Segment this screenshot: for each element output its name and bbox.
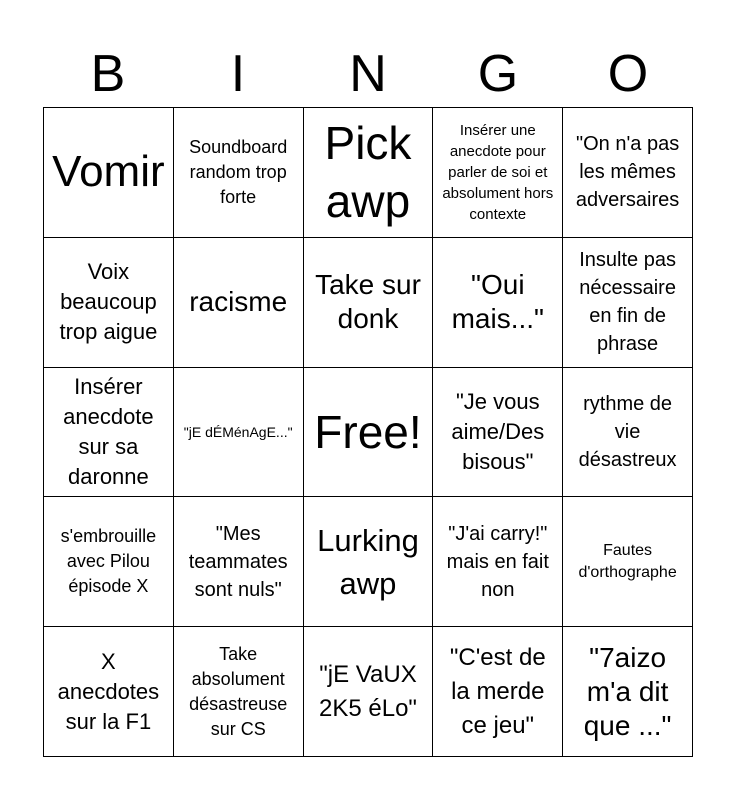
bingo-cell[interactable] xyxy=(44,368,174,498)
bingo-cell[interactable] xyxy=(433,108,563,238)
bingo-cell[interactable] xyxy=(174,497,304,627)
bingo-cell[interactable] xyxy=(563,108,693,238)
bingo-cell[interactable] xyxy=(44,497,174,627)
bingo-cell[interactable] xyxy=(433,627,563,757)
bingo-cell-text: Take absolument désastreuse sur CS xyxy=(189,643,288,739)
bingo-cell-text: "C'est de la merde ce jeu" xyxy=(449,643,546,739)
bingo-cell-text: Pick awp xyxy=(324,117,412,228)
header-letter-g: G xyxy=(477,45,519,103)
bingo-cell[interactable] xyxy=(304,108,434,238)
bingo-cell-text: racisme xyxy=(189,286,288,318)
bingo-cell-text: Vomir xyxy=(52,147,165,197)
bingo-cell[interactable] xyxy=(433,497,563,627)
bingo-cell-text: "J'ai carry!" mais en fait non xyxy=(446,522,549,601)
header-letter-n: N xyxy=(349,45,387,103)
bingo-cell[interactable] xyxy=(174,108,304,238)
bingo-cell[interactable] xyxy=(174,238,304,368)
bingo-cell[interactable] xyxy=(304,627,434,757)
bingo-cell[interactable] xyxy=(304,497,434,627)
header-letter-i: I xyxy=(230,45,246,103)
bingo-cell-text: Voix beaucoup trop aigue xyxy=(59,259,158,345)
bingo-cell-text: s'embrouille avec Pilou épisode X xyxy=(60,526,157,597)
bingo-cell[interactable] xyxy=(304,238,434,368)
bingo-cell-text: Lurking awp xyxy=(317,522,419,601)
bingo-cell-text: "7aizo m'a dit que ..." xyxy=(583,641,672,741)
bingo-cell-text: "Mes teammates sont nuls" xyxy=(188,522,288,601)
bingo-cell-text: "On n'a pas les mêmes adversaires xyxy=(575,133,680,212)
bingo-cell-text: Insérer anecdote sur sa daronne xyxy=(63,373,154,489)
bingo-cell[interactable] xyxy=(563,238,693,368)
bingo-cell[interactable] xyxy=(563,497,693,627)
header-letter-b: B xyxy=(90,45,126,103)
bingo-cell[interactable] xyxy=(44,108,174,238)
bingo-cell[interactable] xyxy=(44,627,174,757)
bingo-cell-text: Insérer une anecdote pour parler de soi et absolument hors contexte xyxy=(442,121,554,223)
bingo-cell-text: Fautes d'orthographe xyxy=(578,541,677,581)
bingo-cell[interactable] xyxy=(174,368,304,498)
free-space-text: Free! xyxy=(314,405,422,458)
bingo-cell[interactable] xyxy=(174,627,304,757)
bingo-cell-text: "Oui mais..." xyxy=(451,269,544,335)
bingo-cell-text: Take sur donk xyxy=(315,269,421,335)
bingo-cell[interactable] xyxy=(433,368,563,498)
bingo-cell-text: rythme de vie désastreux xyxy=(578,392,677,471)
bingo-header xyxy=(43,42,693,106)
bingo-cell-text: Insulte pas nécessaire en fin de phrase xyxy=(579,249,676,356)
bingo-cell[interactable] xyxy=(433,238,563,368)
header-letter-o: O xyxy=(607,45,649,103)
free-space-cell[interactable] xyxy=(304,368,434,498)
bingo-cell[interactable] xyxy=(563,368,693,498)
bingo-cell[interactable] xyxy=(44,238,174,368)
bingo-cell-text: X anecdotes sur la F1 xyxy=(57,648,160,734)
bingo-cell[interactable] xyxy=(563,627,693,757)
bingo-cell-text: "jE VaUX 2K5 éLo" xyxy=(319,660,417,722)
bingo-cell-text: "jE dÉMénAgE..." xyxy=(183,423,293,440)
bingo-cell-text: Soundboard random trop forte xyxy=(189,136,288,207)
bingo-cell-text: "Je vous aime/Des bisous" xyxy=(451,388,545,474)
bingo-card-grid xyxy=(43,107,693,757)
